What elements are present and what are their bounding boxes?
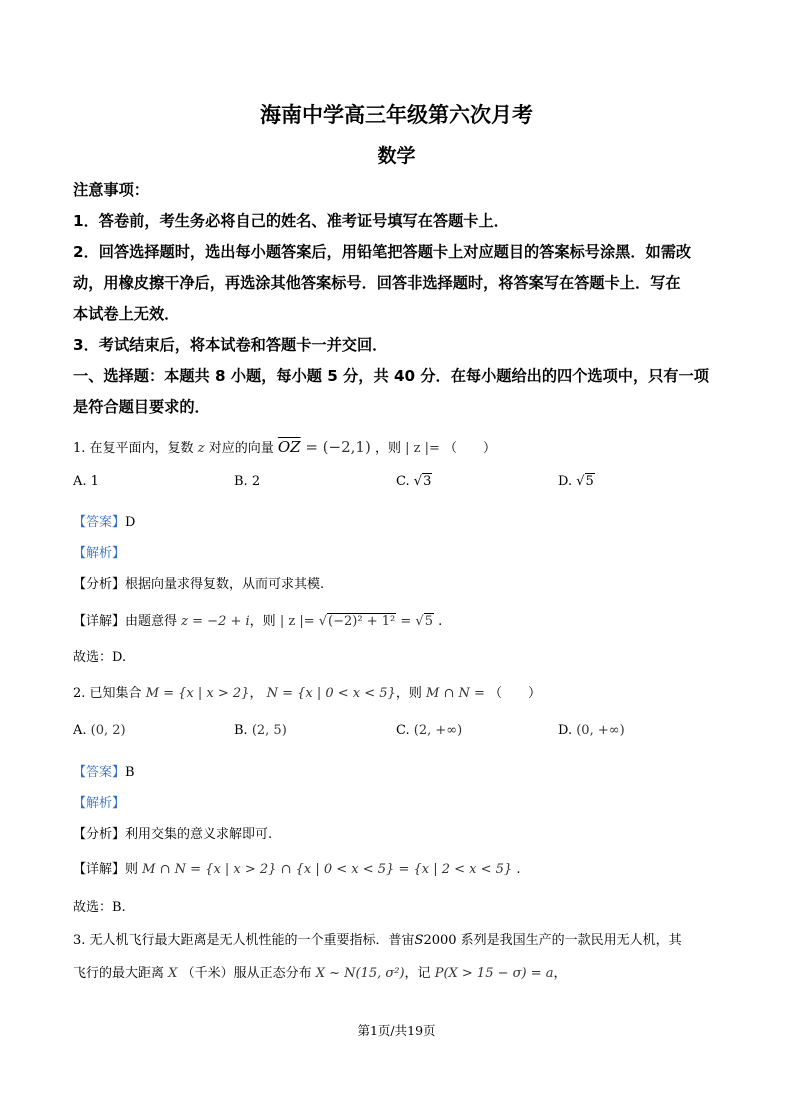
q1-option-a: A. 1 — [73, 474, 99, 489]
notice-heading: 注意事项： — [73, 181, 149, 199]
q1-conclusion: 故选：D. — [73, 650, 127, 665]
q2-conclusion: 故选：B. — [73, 900, 126, 915]
q2-option-d: D. (0, +∞) — [558, 723, 625, 738]
question-3-line-2: 飞行的最大距离 X （千米）服从正态分布 X ~ N(15, σ²)，记 P(X > 15 − σ) = a， — [73, 966, 567, 981]
q1-option-c: C. √3 — [396, 474, 432, 489]
q2-option-b: B. (2, 5) — [234, 723, 287, 738]
notice-item: 2．回答选择题时，选出每小题答案后，用铅笔把答题卡上对应题目的答案标号涂黑．如需改 — [73, 243, 692, 261]
notice-item: 动，用橡皮擦干净后，再选涂其他答案标号．回答非选择题时，将答案写在答题卡上．写在 — [73, 274, 681, 292]
question-1-stem: 1. 在复平面内，复数 z 对应的向量 $\overline{OZ} = (-2,1)$ ，则 | z |= （ ） — [73, 438, 497, 456]
question-2-stem: 2. 已知集合 M = {x | x > 2}， N = {x | 0 < x < 5}，则 M ∩ N = （ ） — [73, 686, 542, 701]
page-footer: 第1页/共19页 — [357, 1023, 436, 1038]
q2-detail: 【详解】则 M ∩ N = {x | x > 2} ∩ {x | 0 < x < 5} = {x | 2 < x < 5} . — [73, 862, 521, 877]
section-heading: 一、选择题：本题共 8 小题，每小题 5 分，共 40 分．在每小题给出的四个选项中，只有一项 — [73, 367, 709, 385]
exam-subject: 数学 — [377, 145, 416, 167]
q1-option-b: B. 2 — [234, 474, 261, 489]
q2-option-c: C. (2, +∞) — [396, 723, 463, 738]
q2-answer: 【答案】B — [73, 765, 135, 780]
q2-fenxi: 【分析】利用交集的意义求解即可. — [73, 827, 273, 842]
q1-fenxi: 【分析】根据向量求得复数，从而可求其模. — [73, 577, 325, 592]
notice-item: 1．答卷前，考生务必将自己的姓名、准考证号填写在答题卡上． — [73, 212, 509, 230]
question-3-line-1: 3. 无人机飞行最大距离是无人机性能的一个重要指标．普宙S2000 系列是我国生产的一款民用无人机，其 — [73, 933, 682, 948]
notice-item: 3．考试结束后，将本试卷和答题卡一并交回． — [73, 336, 388, 354]
q1-analysis-tag: 【解析】 — [73, 546, 126, 561]
q2-option-a: A. (0, 2) — [73, 723, 126, 738]
q1-answer: 【答案】D — [73, 515, 136, 530]
q1-option-d: D. √5 — [558, 474, 594, 489]
exam-title: 海南中学高三年级第六次月考 — [260, 103, 533, 127]
section-heading-cont: 是符合题目要求的． — [73, 398, 210, 416]
q1-detail: 【详解】由题意得 z = −2 + i，则 | z |= √(−2)² + 1² = √5 . — [73, 614, 443, 629]
q2-analysis-tag: 【解析】 — [73, 796, 126, 811]
notice-item: 本试卷上无效． — [73, 305, 180, 323]
